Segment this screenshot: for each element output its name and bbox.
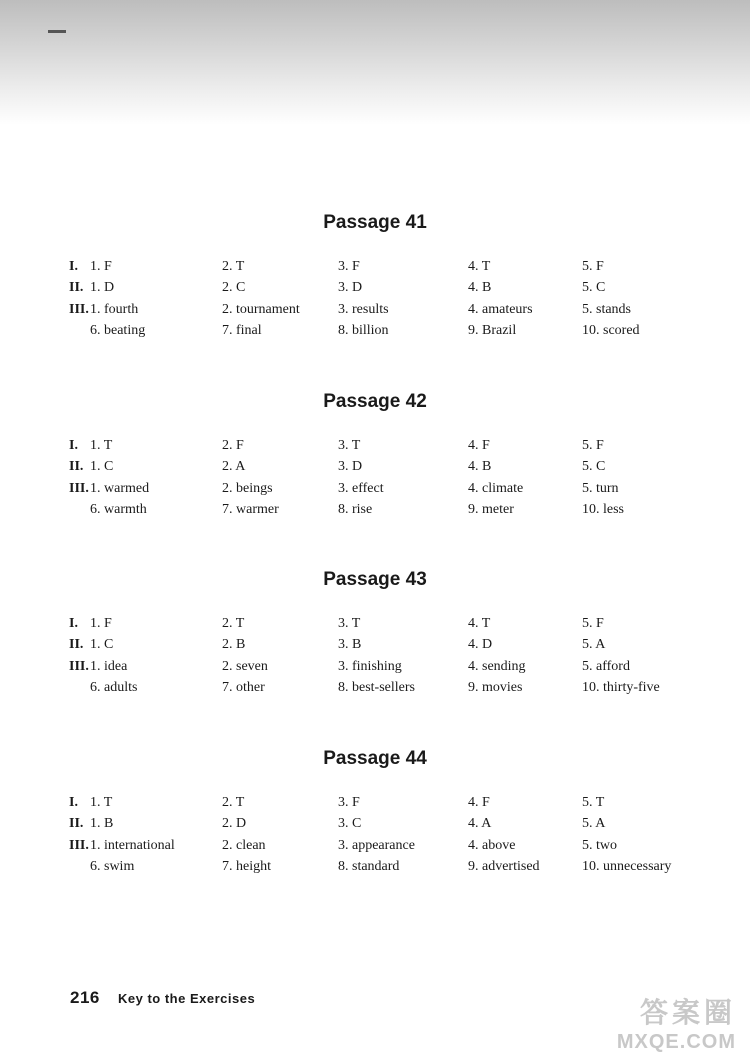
answer-cell: 4. above [468, 838, 516, 853]
answer-cell: 3. appearance [338, 838, 415, 853]
answer-cell: 1. B [90, 816, 114, 831]
answer-row [0, 280, 750, 301]
answer-cell: 9. Brazil [468, 323, 517, 338]
watermark-site: MXQE.COM [616, 1031, 736, 1053]
answer-cell: 3. D [338, 459, 363, 474]
page-number: 216 [70, 988, 100, 1007]
section-numeral: I. [69, 259, 78, 274]
answer-cell: 4. T [468, 616, 491, 631]
answer-cell: 2. T [222, 616, 245, 631]
passage-title: Passage 44 [323, 748, 427, 769]
answer-cell: 1. T [90, 438, 113, 453]
answer-cell: 4. A [468, 816, 492, 831]
answer-cell: 2. D [222, 816, 247, 831]
answer-cell: 5. stands [582, 302, 631, 317]
answer-cell: 4. F [468, 795, 490, 810]
answer-cell: 1. fourth [90, 302, 139, 317]
answer-cell: 5. C [582, 459, 606, 474]
answer-row [0, 659, 750, 680]
section-title: Key to the Exercises [118, 991, 256, 1006]
section-numeral: II. [69, 637, 84, 652]
answer-cell: 3. B [338, 637, 362, 652]
answer-cell: 8. best-sellers [338, 680, 415, 695]
section-numeral: III. [69, 302, 89, 317]
answer-cell: 4. amateurs [468, 302, 533, 317]
answer-cell: 6. swim [90, 859, 135, 874]
section-numeral: III. [69, 659, 89, 674]
answer-cell: 3. T [338, 438, 361, 453]
answer-cell: 1. international [90, 838, 175, 853]
answer-cell: 3. C [338, 816, 362, 831]
answer-cell: 4. sending [468, 659, 526, 674]
answer-cell: 5. afford [582, 659, 630, 674]
answer-cell: 2. T [222, 259, 245, 274]
answer-cell: 10. unnecessary [582, 859, 672, 874]
answer-cell: 9. meter [468, 502, 514, 517]
answer-cell: 4. B [468, 280, 492, 295]
answer-cell: 1. F [90, 259, 112, 274]
passage-title: Passage 42 [323, 391, 427, 412]
section-numeral: II. [69, 280, 84, 295]
answer-cell: 1. D [90, 280, 115, 295]
passage-title: Passage 41 [323, 212, 427, 233]
answer-cell: 5. A [582, 637, 606, 652]
page-footer [70, 988, 255, 1008]
section-numeral: I. [69, 795, 78, 810]
watermark-logo-text: 答案圈 [639, 997, 736, 1028]
answer-cell: 3. results [338, 302, 389, 317]
answer-row [0, 323, 750, 344]
answer-row [0, 302, 750, 323]
answer-cell: 1. T [90, 795, 113, 810]
answer-cell: 9. advertised [468, 859, 540, 874]
section-numeral: II. [69, 459, 84, 474]
answer-cell: 6. adults [90, 680, 138, 695]
answer-cell: 5. F [582, 616, 604, 631]
answer-cell: 6. warmth [90, 502, 147, 517]
section-numeral: II. [69, 816, 84, 831]
answer-cell: 5. turn [582, 481, 619, 496]
answer-cell: 8. billion [338, 323, 389, 338]
answer-cell: 5. F [582, 259, 604, 274]
section-numeral: I. [69, 438, 78, 453]
answer-cell: 2. B [222, 637, 246, 652]
answer-cell: 5. A [582, 816, 606, 831]
answer-row [0, 259, 750, 280]
answer-cell: 5. T [582, 795, 605, 810]
answer-cell: 7. other [222, 680, 265, 695]
answer-cell: 3. D [338, 280, 363, 295]
answer-cell: 3. F [338, 795, 360, 810]
answer-cell: 8. standard [338, 859, 400, 874]
answer-cell: 10. scored [582, 323, 640, 338]
answer-row [0, 795, 750, 816]
answer-cell: 9. movies [468, 680, 523, 695]
section-numeral: III. [69, 481, 89, 496]
answer-cell: 10. less [582, 502, 624, 517]
answer-cell: 2. seven [222, 659, 268, 674]
answer-cell: 3. T [338, 616, 361, 631]
answer-cell: 5. F [582, 438, 604, 453]
answer-cell: 2. A [222, 459, 246, 474]
answer-cell: 10. thirty-five [582, 680, 660, 695]
scan-speck [48, 30, 66, 33]
answer-cell: 3. finishing [338, 659, 402, 674]
answer-cell: 1. F [90, 616, 112, 631]
answer-row [0, 859, 750, 880]
section-numeral: III. [69, 838, 89, 853]
answer-cell: 4. D [468, 637, 493, 652]
answer-cell: 1. idea [90, 659, 128, 674]
answer-row [0, 816, 750, 837]
answer-cell: 1. warmed [90, 481, 150, 496]
answer-row [0, 481, 750, 502]
answer-cell: 3. effect [338, 481, 384, 496]
answer-cell: 2. T [222, 795, 245, 810]
answer-cell: 5. two [582, 838, 617, 853]
answer-row [0, 616, 750, 637]
passage-title: Passage 43 [323, 569, 427, 590]
answer-cell: 2. C [222, 280, 246, 295]
answer-cell: 1. C [90, 459, 114, 474]
answer-row [0, 438, 750, 459]
section-numeral: I. [69, 616, 78, 631]
answer-cell: 8. rise [338, 502, 373, 517]
answer-cell: 2. F [222, 438, 244, 453]
answer-row [0, 502, 750, 523]
answer-cell: 4. climate [468, 481, 524, 496]
answer-cell: 2. tournament [222, 302, 300, 317]
answer-row [0, 637, 750, 658]
answer-row [0, 838, 750, 859]
answer-cell: 7. final [222, 323, 262, 338]
answer-cell: 2. beings [222, 481, 273, 496]
answer-row [0, 680, 750, 701]
answer-cell: 7. warmer [222, 502, 279, 517]
answer-cell: 2. clean [222, 838, 266, 853]
answer-cell: 3. F [338, 259, 360, 274]
answer-cell: 4. F [468, 438, 490, 453]
watermark [617, 991, 736, 1054]
answer-row [0, 459, 750, 480]
answer-cell: 7. height [222, 859, 271, 874]
answer-cell: 1. C [90, 637, 114, 652]
answer-cell: 4. B [468, 459, 492, 474]
scan-header-shading [0, 0, 750, 125]
answer-cell: 4. T [468, 259, 491, 274]
answer-cell: 5. C [582, 280, 606, 295]
answer-cell: 6. beating [90, 323, 146, 338]
